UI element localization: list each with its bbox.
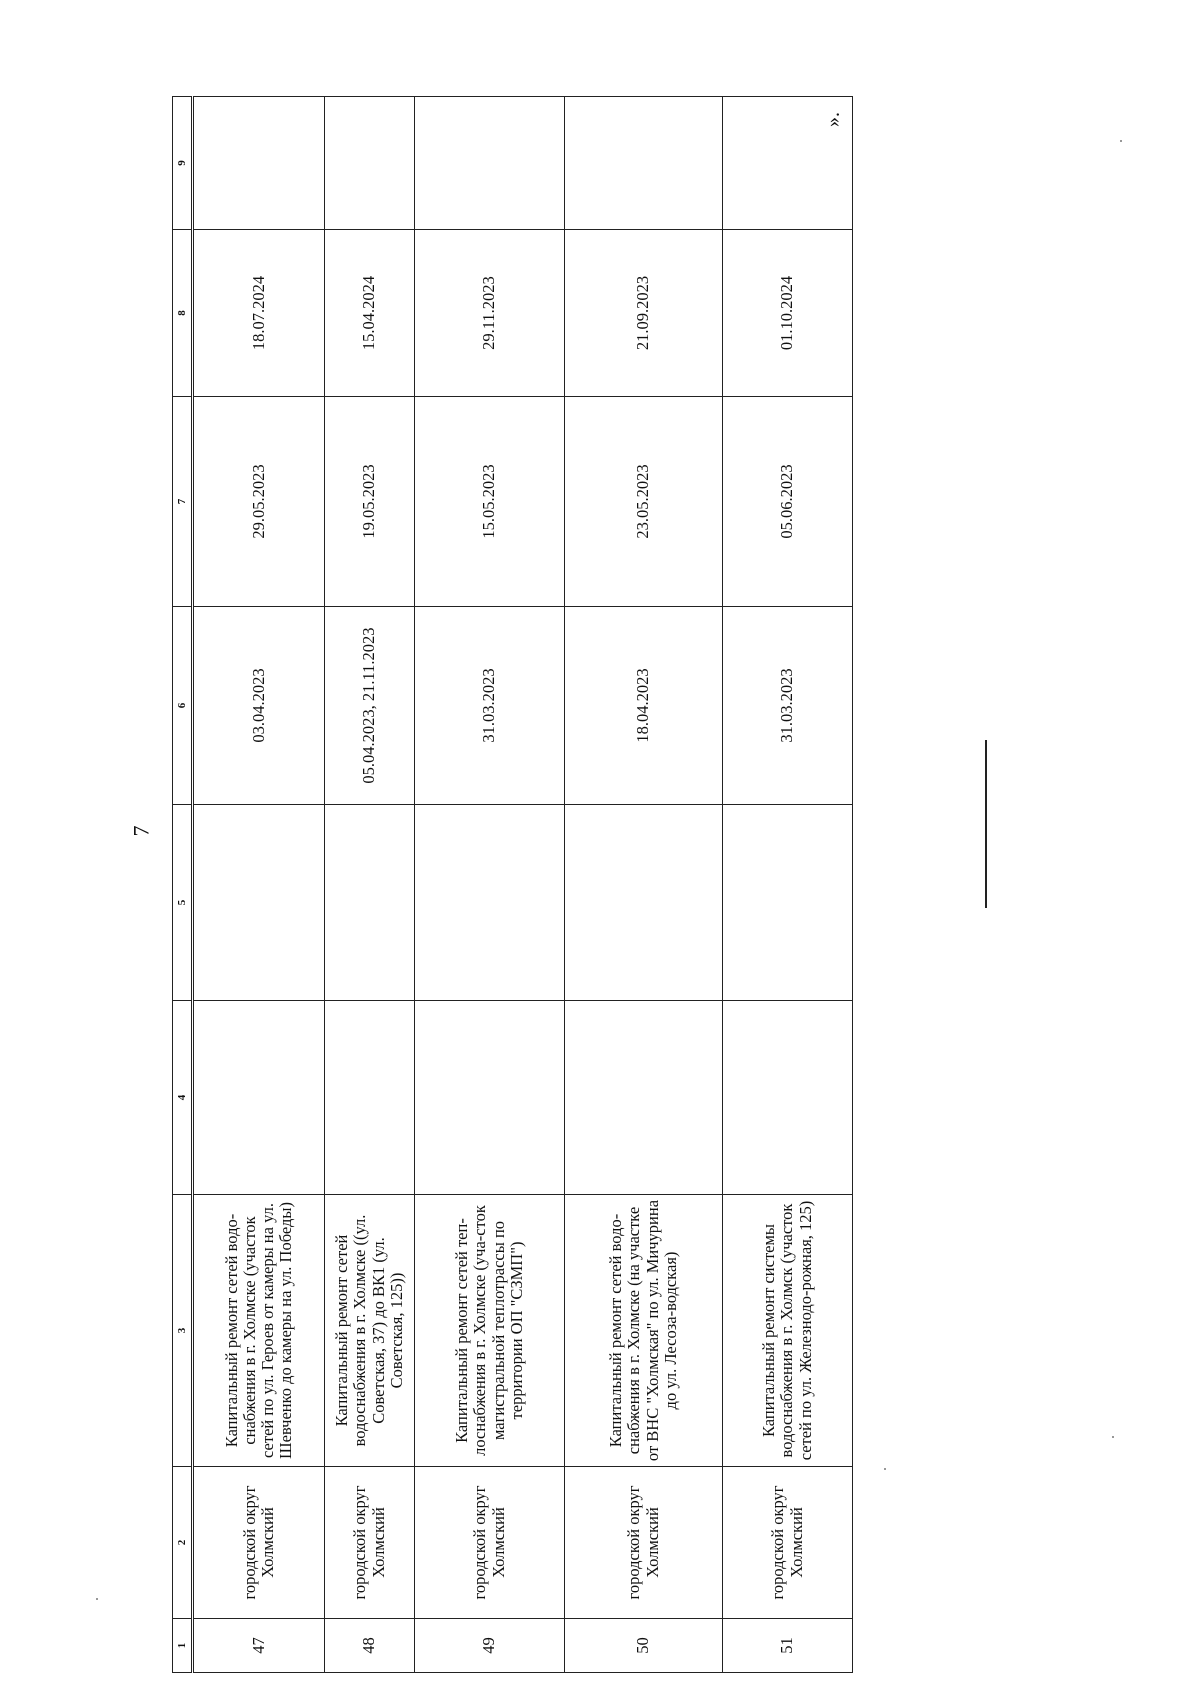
column-header: 4	[173, 1001, 193, 1195]
scan-speck	[1112, 1436, 1114, 1438]
column-header: 8	[173, 230, 193, 397]
column-header: 3	[173, 1195, 193, 1467]
cell-col7: 05.06.2023	[723, 397, 853, 607]
cell-work: Капитальный ремонт сетей водо-снабжения в г. Холмске (участок сетей по ул. Героев от камеры на ул. Шевченко до камеры на ул. Победы)	[193, 1195, 325, 1467]
cell-col9	[193, 97, 325, 230]
table-row	[325, 97, 415, 1673]
cell-col7: 29.05.2023	[193, 397, 325, 607]
cell-col5	[193, 805, 325, 1001]
table-row	[565, 97, 723, 1673]
cell-district: городской округ Холмский	[565, 1467, 723, 1619]
column-header: 7	[173, 397, 193, 607]
cell-col8: 01.10.2024	[723, 230, 853, 397]
cell-col6: 03.04.2023	[193, 607, 325, 805]
scan-speck	[884, 1468, 886, 1470]
cell-work: Капитальный ремонт сетей водо-снабжения в г. Холмске (на участке от ВНС "Холмская" по ул. Мичурина до ул. Лесоза-водская)	[565, 1195, 723, 1467]
table-rotation	[172, 97, 852, 1673]
cell-district: городской округ Холмский	[415, 1467, 565, 1619]
table-body	[193, 97, 853, 1673]
cell-col9	[565, 97, 723, 230]
column-header: 2	[173, 1467, 193, 1619]
cell-col7: 19.05.2023	[325, 397, 415, 607]
cell-number: 48	[325, 1619, 415, 1673]
column-header: 6	[173, 607, 193, 805]
cell-work: Капитальный ремонт сетей водоснабжения в г. Холмске ((ул. Советская, 37) до ВК1 (ул. Советская, 125))	[325, 1195, 415, 1467]
cell-number: 51	[723, 1619, 853, 1673]
cell-number: 50	[565, 1619, 723, 1673]
cell-district: городской округ Холмский	[723, 1467, 853, 1619]
cell-col4	[565, 1001, 723, 1195]
table-row	[415, 97, 565, 1673]
column-header: 9	[173, 97, 193, 230]
cell-col8: 15.04.2024	[325, 230, 415, 397]
cell-col8: 21.09.2023	[565, 230, 723, 397]
cell-col7: 23.05.2023	[565, 397, 723, 607]
cell-col6: 18.04.2023	[565, 607, 723, 805]
scan-speck	[1120, 140, 1122, 142]
table-row	[193, 97, 325, 1673]
cell-col4	[325, 1001, 415, 1195]
cell-col9	[415, 97, 565, 230]
separator-line	[985, 740, 987, 908]
cell-col9	[325, 97, 415, 230]
cell-col5	[325, 805, 415, 1001]
scan-speck	[96, 1598, 98, 1600]
column-header: 1	[173, 1619, 193, 1673]
cell-col4	[723, 1001, 853, 1195]
closing-quote-mark: ».	[822, 112, 844, 127]
cell-col5	[415, 805, 565, 1001]
cell-work: Капитальный ремонт сетей теп-лоснабжения в г. Холмске (уча-сток магистральной теплотрассы по территории ОП "СЗМП")	[415, 1195, 565, 1467]
cell-col5	[723, 805, 853, 1001]
cell-district: городской округ Холмский	[325, 1467, 415, 1619]
cell-col8: 18.07.2024	[193, 230, 325, 397]
table-header	[173, 97, 193, 1673]
cell-col5	[565, 805, 723, 1001]
cell-col6: 31.03.2023	[415, 607, 565, 805]
cell-district: городской округ Холмский	[193, 1467, 325, 1619]
cell-col4	[415, 1001, 565, 1195]
cell-col6: 31.03.2023	[723, 607, 853, 805]
cell-work: Капитальный ремонт системы водоснабжения в г. Холмск (участок сетей по ул. Железнодо-рожная, 125)	[723, 1195, 853, 1467]
cell-number: 47	[193, 1619, 325, 1673]
cell-number: 49	[415, 1619, 565, 1673]
table-row	[723, 97, 853, 1673]
column-header: 5	[173, 805, 193, 1001]
cell-col7: 15.05.2023	[415, 397, 565, 607]
cell-col4	[193, 1001, 325, 1195]
page-number: 7	[128, 825, 154, 837]
table-rotated-wrapper	[172, 97, 852, 1673]
data-table	[172, 96, 853, 1673]
cell-col6: 05.04.2023, 21.11.2023	[325, 607, 415, 805]
cell-col8: 29.11.2023	[415, 230, 565, 397]
